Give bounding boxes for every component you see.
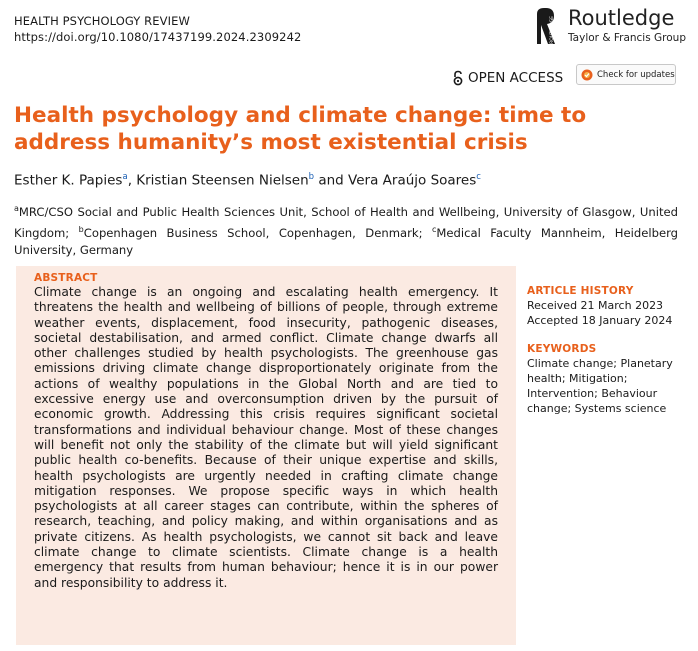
open-lock-icon xyxy=(452,70,464,86)
author-affil-marker[interactable]: c xyxy=(476,172,481,182)
check-for-updates-label: Check for updates xyxy=(597,69,675,80)
affiliation: Medical Faculty Mannheim, Heidelberg University, Germany xyxy=(14,225,678,257)
author-affil-marker[interactable]: b xyxy=(308,172,315,182)
affiliation: Copenhagen Business School, Copenhagen, Denmark; xyxy=(83,225,432,240)
author-name[interactable]: Kristian Steensen Nielsen xyxy=(136,172,309,189)
author-name[interactable]: Esther K. Papies xyxy=(14,172,123,189)
author-affil-marker[interactable]: a xyxy=(122,172,128,182)
affiliation: MRC/CSO Social and Public Health Sciences Unit, School of Health and Wellbeing, University of Glasgow, United Kingdom; xyxy=(14,204,678,240)
publisher-name: Routledge xyxy=(568,6,675,30)
doi-link[interactable]: https://doi.org/10.1080/17437199.2024.2309242 xyxy=(14,30,302,44)
author-list xyxy=(14,168,481,190)
affil-marker: b xyxy=(78,224,84,234)
publisher-logo[interactable] xyxy=(532,6,686,46)
article-title: Health psychology and climate change: time to address humanity’s most existential crisis xyxy=(14,103,587,155)
abstract-text: Climate change is an ongoing and escalating health emergency. It threatens the health and wellbeing of billions of people, through extreme weather events, displacement, food insecurity, pathogenic diseases, societal destabilisation, and armed conflict. Climate change dwarfs all other challenges studied by health psychologists. The greenhouse gas emissions driving climate change disproportionately originate from the actions of wealthy populations in the Global North and are tied to excessive energy use and overconsumption driven by the pursuit of economic growth. Addressing this crisis requires significant societal transformations and individual behaviour change. Most of these changes will benefit not only the stability of the climate but will yield significant public health co-benefits. Because of their unique expertise and skills, health psychologists are urgently needed in crafting climate change mitigation responses. We propose specific ways in which health psychologists at all career stages can contribute, within the spheres of research, teaching, and policy making, and within organisations and as private citizens. As health psychologists, we cannot sit back and leave climate change to climate scientists. Climate change is a health emergency that results from human behaviour; hence it is in our power and responsibility to address it. xyxy=(34,285,498,590)
check-updates-icon xyxy=(581,69,593,81)
affiliations xyxy=(14,200,678,259)
affil-marker: a xyxy=(14,204,19,213)
svg-text:ROUTLEDGE: ROUTLEDGE xyxy=(550,16,555,44)
abstract-box xyxy=(16,266,516,645)
affil-marker: c xyxy=(431,224,437,234)
publisher-subtitle: Taylor & Francis Group xyxy=(568,32,686,44)
routledge-logo-icon xyxy=(532,8,558,44)
article-meta-sidebar xyxy=(527,285,687,416)
article-history-heading: ARTICLE HISTORY xyxy=(527,285,634,297)
keywords-list: Climate change; Planetary health; Mitigation; Intervention; Behaviour change; Systems science xyxy=(527,357,673,415)
accepted-date: Accepted 18 January 2024 xyxy=(527,314,673,327)
author-separator: , xyxy=(127,172,137,189)
open-access-label: OPEN ACCESS xyxy=(468,70,564,86)
open-access-badge xyxy=(452,68,563,88)
author-separator: and xyxy=(314,172,349,189)
keywords-heading: KEYWORDS xyxy=(527,343,597,355)
journal-name: HEALTH PSYCHOLOGY REVIEW xyxy=(14,14,190,28)
abstract-heading: ABSTRACT xyxy=(34,272,98,284)
check-for-updates-button[interactable] xyxy=(576,64,676,85)
received-date: Received 21 March 2023 xyxy=(527,299,664,312)
author-name[interactable]: Vera Araújo Soares xyxy=(348,172,477,189)
journal-header xyxy=(14,13,301,45)
